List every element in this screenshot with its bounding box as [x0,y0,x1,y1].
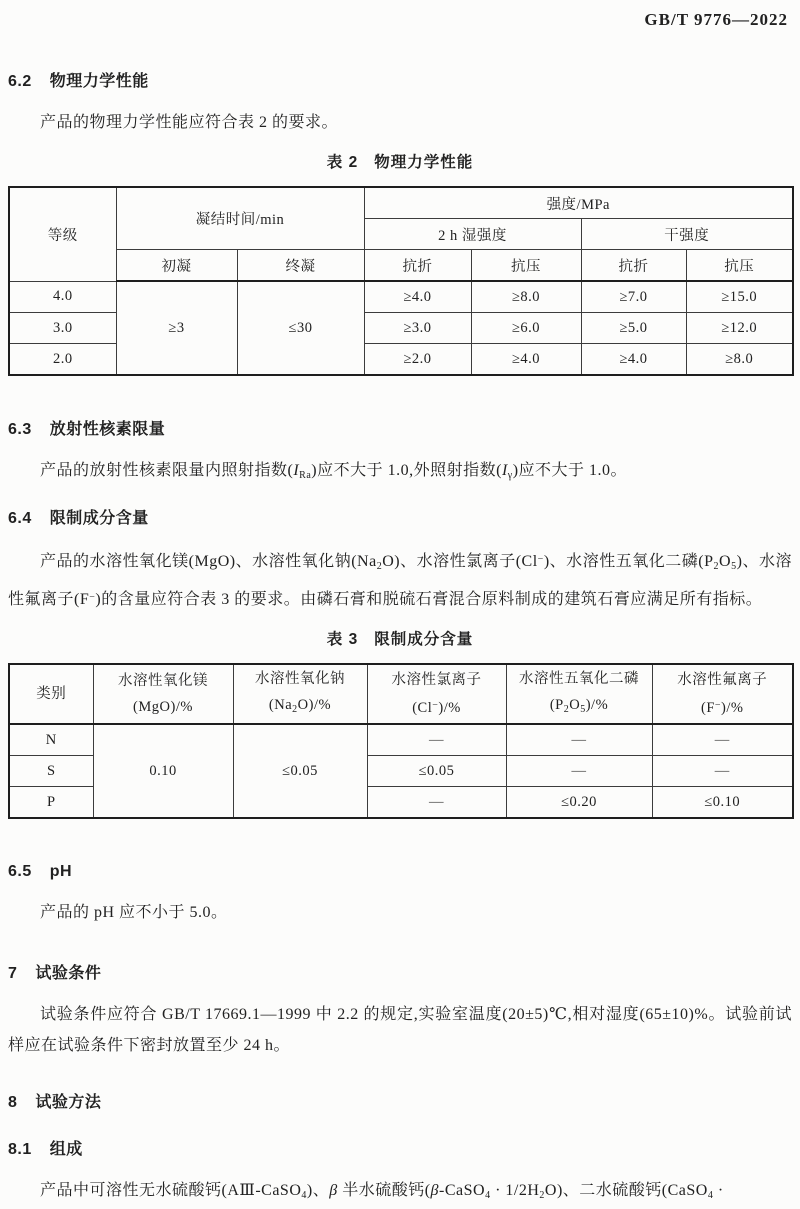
t2-cell-dry-flexural: ≥5.0 [581,313,686,344]
table-3-restricted-component-content [8,663,794,819]
t3-header-category: 类别 [9,664,93,724]
t3-cell-fluoride: ≤0.10 [652,787,793,819]
t3-cell-fluoride: — [652,756,793,787]
t2-cell-grade: 4.0 [9,281,116,313]
t2-header-wet-compressive: 抗压 [471,250,581,282]
section-7-heading [8,960,792,983]
t3-header-chloride: 水溶性氯离子 (Cl−)/% [367,664,506,724]
t2-header-dry-compressive: 抗压 [686,250,793,282]
t3-header-p2o5: 水溶性五氧化二磷 $(P_2O_5)/\%$ [506,664,652,724]
t2-cell-dry-flexural: ≥4.0 [581,344,686,376]
table-row [9,250,793,282]
t2-cell-dry-compressive: ≥15.0 [686,281,793,313]
t3-cell-category: S [9,756,93,787]
clause-title: 试验方法 [35,1094,102,1111]
t3-cell-fluoride: — [652,724,793,756]
t3-header-fluoride: 水溶性氟离子 (F−)/% [652,664,793,724]
t2-cell-wet-compressive: ≥4.0 [471,344,581,376]
clause-number: 6.4 [8,510,32,527]
t2-cell-wet-flexural: ≥4.0 [364,281,471,313]
table-3-caption [8,627,792,649]
clause-number: 8.1 [8,1141,32,1158]
t3-header-mgo: 水溶性氧化镁 (MgO)/% [93,664,233,724]
t2-header-setting-time: 凝结时间/min [116,187,364,250]
section-8-1-paragraph: 产品中可溶性无水硫酸钙(AⅢ-CaSO$_4$)、β 半水硫酸钙(β-CaSO$_4$ · $1/2H_2O$)、二水硫酸钙(CaSO$_4$ · [40,1182,724,1201]
t3-cell-mgo-value: 0.10 [93,724,233,818]
t2-cell-wet-flexural: ≥2.0 [364,344,471,376]
clause-title: 组成 [49,1141,83,1158]
t3-cell-p2o5: — [506,724,652,756]
t2-header-wet-flexural: 抗折 [364,250,471,282]
t3-cell-category: N [9,724,93,756]
t3-cell-chloride: — [367,787,506,819]
t2-cell-dry-flexural: ≥7.0 [581,281,686,313]
section-8-heading [8,1089,792,1112]
section-6-5-paragraph: 产品的 pH 应不小于 5.0。 [40,904,228,921]
t2-cell-final-set-value: ≤30 [237,281,364,375]
section-6-3-paragraph: 产品的放射性核素限量内照射指数$(I_{Ra})$应不大于 1.0,外照射指数$(I_\gamma)$应不大于 1.0。 [40,462,628,481]
table-3-caption-label: 表 3 [326,631,359,648]
section-6-2-paragraph: 产品的物理力学性能应符合表 2 的要求。 [40,114,339,131]
clause-number: 6.2 [8,73,32,90]
table-3-caption-title: 限制成分含量 [374,631,474,648]
t3-cell-p2o5: ≤0.20 [506,787,652,819]
table-row [9,187,793,219]
section-6-4-heading [8,505,792,528]
section-7-paragraph: 试验条件应符合 GB/T 17669.1—1999 中 2.2 的规定,实验室温度(20±5)℃,相对湿度(65±10)%。试验前试样应在试验条件下密封放置至少 24 h。 [8,1006,792,1054]
t2-cell-wet-compressive: ≥8.0 [471,281,581,313]
t2-cell-wet-compressive: ≥6.0 [471,313,581,344]
t2-cell-grade: 3.0 [9,313,116,344]
t3-cell-p2o5: — [506,756,652,787]
clause-title: 试验条件 [35,965,102,982]
t2-header-wet-strength: 2 h 湿强度 [364,219,581,250]
table-row [9,664,793,724]
t2-cell-initial-set-value: ≥3 [116,281,237,375]
clause-number: 6.5 [8,863,32,880]
clause-title: 限制成分含量 [49,510,149,527]
clause-number: 8 [8,1094,18,1111]
t2-header-strength: 强度/MPa [364,187,793,219]
section-6-4-paragraph: 产品的水溶性氧化镁(MgO)、水溶性氧化钠$(Na_2O)$、水溶性氯离子(Cl−)、水溶性五氧化二磷$(P_2O_5)$、水溶性氟离子(F−)的含量应符合表 3 的要求。由磷石膏和脱硫石膏混合原料制成的建筑石膏应满足所有指标。 [8,553,792,608]
t2-cell-wet-flexural: ≥3.0 [364,313,471,344]
t2-header-final-set: 终凝 [237,250,364,282]
t2-header-dry-strength: 干强度 [581,219,793,250]
clause-number: 7 [8,965,18,982]
section-6-2-heading [8,68,792,91]
table-row [9,724,793,756]
t3-cell-na2o-value: ≤0.05 [233,724,367,818]
table-2-physical-mechanical-properties [8,186,794,376]
t2-cell-dry-compressive: ≥8.0 [686,344,793,376]
t3-cell-chloride: — [367,724,506,756]
doc-number: GB/T 9776—2022 [644,10,788,29]
t3-cell-category: P [9,787,93,819]
clause-title: pH [49,863,73,880]
t2-cell-dry-compressive: ≥12.0 [686,313,793,344]
clause-title: 物理力学性能 [49,73,149,90]
section-6-3-heading [8,416,792,439]
clause-title: 放射性核素限量 [49,421,166,438]
t3-cell-chloride: ≤0.05 [367,756,506,787]
t3-header-na2o: 水溶性氧化钠 $(Na_2O)/\%$ [233,664,367,724]
table-row [9,281,793,313]
t2-cell-grade: 2.0 [9,344,116,376]
section-8-1-heading [8,1136,792,1159]
t2-header-grade: 等级 [9,187,116,281]
table-2-caption-label: 表 2 [326,154,359,171]
section-6-5-heading [8,863,792,881]
t2-header-dry-flexural: 抗折 [581,250,686,282]
t2-header-initial-set: 初凝 [116,250,237,282]
table-2-caption [8,150,792,172]
clause-number: 6.3 [8,421,32,438]
table-2-caption-title: 物理力学性能 [374,154,474,171]
